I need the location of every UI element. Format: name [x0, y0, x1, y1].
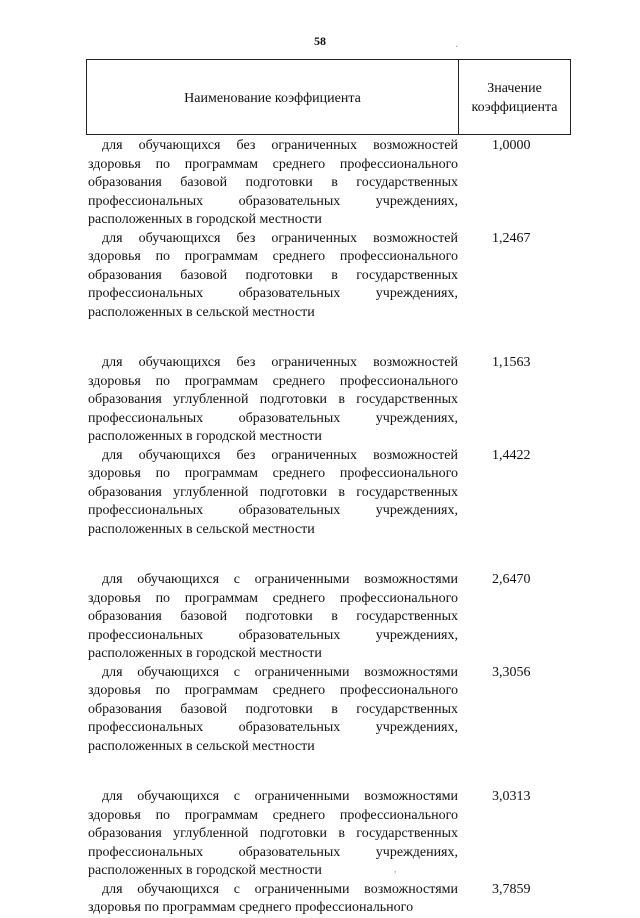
coefficient-description: для обучающихся без ограниченных возможностей здоровья по программам среднего профессионального образования углубленной подготовки в государственных профессиональных образовательных учреждениях, расположенных в сельской местности — [88, 447, 458, 537]
table-row — [88, 881, 568, 918]
coefficient-description: для обучающихся без ограниченных возможностей здоровья по программам среднего профессионального образования базовой подготовки в государственных профессиональных образовательных учреждениях, расположенных в городской местности — [88, 138, 458, 227]
coefficient-description: для обучающихся с ограниченными возможностями здоровья по программам среднего профессионального образования базовой подготовки в государственных профессиональных образовательных учреждениях, расположенных в городской местности — [88, 572, 458, 661]
coefficient-value: 1,0000 — [492, 138, 531, 153]
table-row — [88, 137, 568, 230]
table-body — [88, 137, 568, 918]
coefficient-value: 2,6470 — [492, 572, 531, 587]
group-spacer — [88, 322, 568, 354]
table-row — [88, 788, 568, 881]
column-header-name: Наименование коэффициента — [87, 60, 459, 134]
coefficient-description: для обучающихся без ограниченных возможностей здоровья по программам среднего профессионального образования базовой подготовки в государственных профессиональных образовательных учреждениях, расположенных в сельской местности — [88, 230, 458, 320]
scan-speck: · — [455, 42, 459, 53]
coefficient-value: 1,1563 — [492, 355, 531, 370]
coefficient-description: для обучающихся с ограниченными возможностями здоровья по программам среднего профессионального образования базовой подготовки в государственных профессиональных образовательных учреждениях, расположенных в сельской местности — [88, 664, 458, 754]
page-number: 58 — [314, 34, 326, 48]
table-row — [88, 447, 568, 540]
coefficient-value: 3,7859 — [492, 881, 531, 897]
coefficient-description: для обучающихся с ограниченными возможностями здоровья по программам среднего профессионального — [88, 881, 458, 915]
coefficient-value: 3,3056 — [492, 664, 531, 680]
table-row — [88, 354, 568, 447]
table-row — [88, 571, 568, 664]
coefficient-value: 3,0313 — [492, 789, 531, 804]
column-header-value: Значение коэффициента — [471, 81, 558, 115]
scan-speck: , — [394, 864, 397, 875]
coefficient-value: 1,4422 — [492, 447, 531, 463]
coefficient-description: для обучающихся с ограниченными возможностями здоровья по программам среднего профессионального образования углубленной подготовки в государственных профессиональных образовательных учреждениях, расположенных в городской местности — [88, 789, 458, 878]
table-row — [88, 664, 568, 757]
group-spacer — [88, 756, 568, 788]
coefficient-description: для обучающихся без ограниченных возможностей здоровья по программам среднего профессионального образования углубленной подготовки в государственных профессиональных образовательных учреждениях, расположенных в городской местности — [88, 355, 458, 444]
group-spacer — [88, 539, 568, 571]
table-row — [88, 230, 568, 323]
coefficient-value: 1,2467 — [492, 230, 531, 246]
table-header — [86, 59, 571, 135]
